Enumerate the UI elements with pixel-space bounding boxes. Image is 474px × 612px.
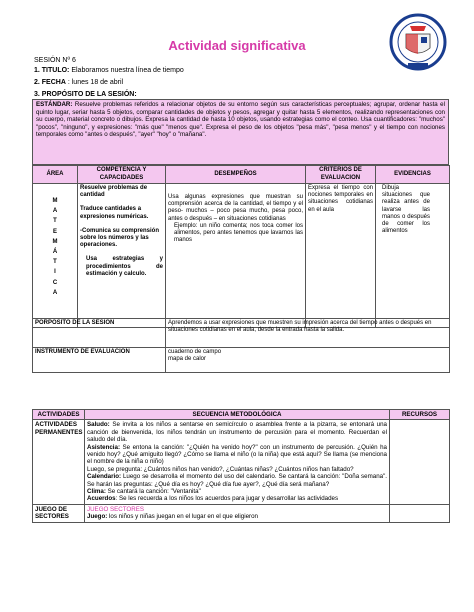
asistencia-label: Asistencia:: [87, 443, 121, 451]
instrumento-value: cuaderno de campo mapa de calor: [166, 348, 450, 373]
proposito-value: Aprendemos a usar expresiones que muestren su impresión acerca del tiempo antes o después en situaciones cotidianas en el aula, desde la entrada hasta la salida.: [166, 319, 450, 348]
recursos-cell: [390, 504, 450, 522]
session-date: [34, 78, 123, 87]
competencia-item: Traduce cantidades a expresiones numéricas.: [80, 206, 149, 220]
actividades-permanentes-content: Saludo: Se invita a los niños a sentarse en semicírculo o asamblea frente a la pizarra, se entonará una canción de bienvenida, los niños tendrán un instrumento de percusión para el momento. Recuerdan el saludo del día. Asistencia: Se entona la canción: "¿Quién ha venido hoy?" con un instrumento de percusión. ¿Quién ha venido hoy? ¿Qué amiguito llegó? ¿Cómo se llama el niño (o la niña) que está aquí? Se llama (se menciona el nombre de la niña o niño) Luego, se pregunta: ¿Cuántos niños han venido?, ¿Cuántas niñas? ¿Cuántos niños han faltado? Calendario: Luego se desarrolla el momento del uso del calendario. Se cantará la canción: "Doña semana". Se harán las preguntas: ¿Qué día es hoy? ¿Qué día fue ayer?, ¿Qué día será mañana? Clima: Se cantará la canción: "Ventanita" Acuerdos: Se les recuerda a los niños los acuerdos para jugar y desarrollar las actividades: [85, 420, 390, 504]
header-desempenos: DESEMPEÑOS: [166, 166, 306, 184]
acuerdos-label: Acuerdos: [87, 495, 116, 503]
title-label: 1. TITULO:: [34, 67, 70, 74]
desempenos-cell: [166, 184, 306, 328]
criterios-cell: [306, 184, 376, 328]
page-title: Actividad significativa: [168, 38, 306, 53]
desempeno-text: Usa algunas expresiones que muestran su comprensión acerca de la cantidad, el tiempo y el peso- muchos – poco pesa mucho, pesa poco, antes o después – en situaciones cotidianas: [168, 194, 303, 222]
clima-label: Clima:: [87, 488, 106, 496]
secuencia-header-row: [33, 410, 450, 420]
evidencias-text: Dibuja situaciones que realiza antes de lavarse las manos o después de comer los alimentos: [382, 185, 430, 235]
juego-sectores-label: JUEGO DE SECTORES: [33, 504, 85, 522]
competencias-header-row: [33, 166, 450, 184]
juego-label: Juego:: [87, 513, 108, 521]
juego-sectores-title: JUEGO SECTORES: [87, 505, 144, 513]
criterios-text: Expresa el tiempo con nociones temporales en situaciones cotidianas en el aula: [308, 185, 373, 213]
header-secuencia: SECUENCIA METODOLÓGICA: [85, 410, 390, 420]
instrumento-row: [33, 348, 450, 373]
secuencia-table: [32, 409, 450, 523]
competencias-row: [33, 184, 450, 328]
header-evidencias: EVIDENCIAS: [376, 166, 450, 184]
competencia-cell: [78, 184, 166, 328]
saludo-label: Saludo:: [87, 421, 110, 429]
title-value: Elaboramos nuestra línea de tiempo: [69, 67, 184, 74]
calendario-label: Calendario:: [87, 473, 122, 481]
actividades-permanentes-row: [33, 420, 450, 504]
juego-sectores-row: [33, 504, 450, 522]
proposito-label: PORPOSITO DE LA SESION: [33, 319, 166, 348]
date-label: 2. FECHA: [34, 79, 66, 86]
competencia-item: Usa estrategias y procedimientos de estimación y calculo.: [86, 256, 163, 277]
header-recursos: RECURSOS: [390, 410, 450, 420]
estandar-label: ESTÁNDAR:: [36, 101, 73, 108]
header-criterios: CRITERIOS DE EVALUACION: [306, 166, 376, 184]
date-value: : lunes 18 de abril: [65, 79, 124, 86]
header-area: ÁREA: [33, 166, 78, 184]
competencia-item: -Comunica su comprensión sobre los números y las operaciones.: [80, 227, 160, 249]
evidencias-cell: [376, 184, 450, 328]
session-purpose-label: 3. PROPÓSITO DE LA SESIÓN:: [34, 91, 137, 98]
session-title: [34, 66, 184, 75]
area-cell: M A T E M Á T I C A: [33, 184, 78, 328]
header-competencia: COMPETENCIA Y CAPACIDADES: [78, 166, 166, 184]
session-number: SESIÓN Nº 6: [34, 57, 76, 64]
juego-sectores-content: JUEGO SECTORES Juego: los niños y niñas juegan en el lugar en el que eligieron: [85, 504, 390, 522]
instrumento-label: INSTRUMENTO DE EVALUACION: [33, 348, 166, 373]
proposito-table: [32, 318, 450, 373]
desempeno-example: Ejemplo: un niño comenta; nos toca comer los alimentos, pero antes tenemos que lavarnos las manos: [174, 222, 303, 244]
competencias-table: [32, 165, 450, 328]
competencia-item: Resuelve problemas de cantidad: [80, 185, 148, 199]
recursos-cell: [390, 420, 450, 504]
school-crest-icon: [386, 12, 450, 76]
estandar-text: Resuelve problemas referidos a relacionar objetos de su entorno según sus características perceptuales; agrupar, ordenar hasta el quinto lugar, seriar hasta 5 objetos, comparar cantidades de objetos y pesos, agregar y quitar hasta 5 elementos, realizando representaciones con su cuerpo, material concreto o dibujos. Expresa la cantidad de hasta 10 objetos, usando estrategias como el conteo. Usa cuantificadores: "muchos" "pocos", "ninguno", y expresiones: "más que" "menos que". Expresa el peso de los objetos "pesa más", "pesa menos" y el tiempo con nociones temporales como "antes o después", "ayer" "hoy" o "mañana".: [36, 101, 445, 139]
proposito-row: [33, 319, 450, 348]
estandar-box: [32, 99, 449, 165]
header-actividades: ACTIVIDADES: [33, 410, 85, 420]
actividades-permanentes-label: ACTIVIDADES PERMANENTES: [33, 420, 85, 504]
